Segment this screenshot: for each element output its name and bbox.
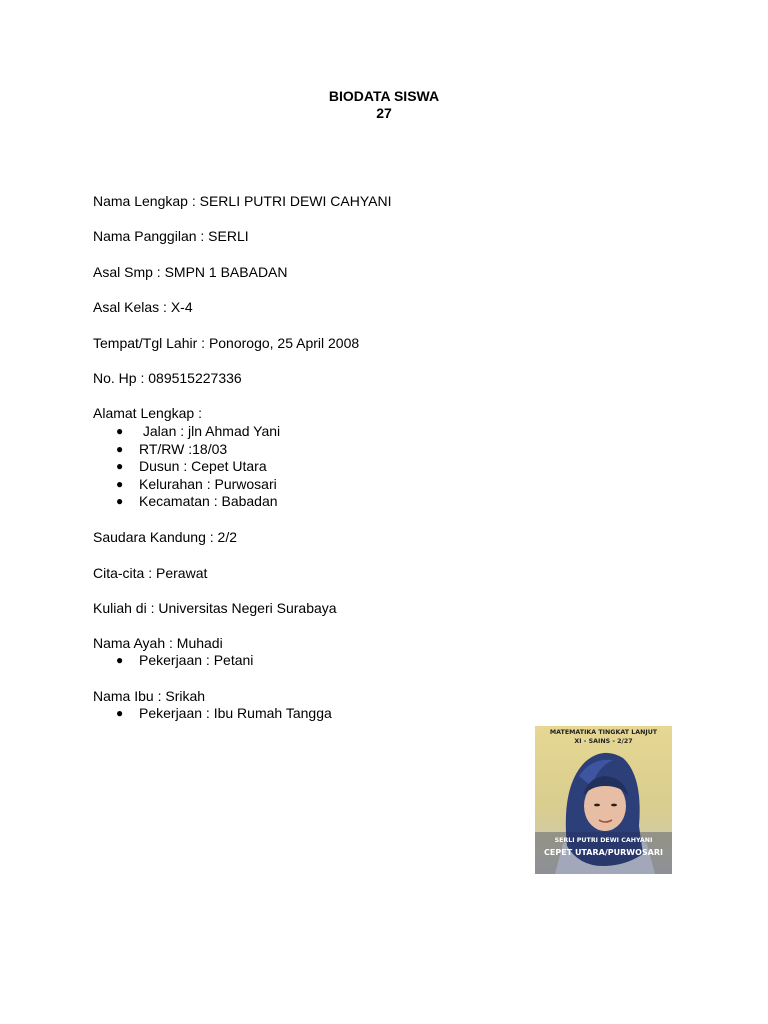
cita-cita: Cita-cita : Perawat — [93, 565, 208, 581]
pekerjaan-ayah: Pekerjaan : Petani — [139, 652, 254, 668]
bullet-icon: ● — [116, 494, 124, 509]
no-hp: No. Hp : 089515227336 — [93, 370, 242, 386]
alamat-kelurahan: Kelurahan : Purwosari — [139, 475, 277, 492]
photo-caption-class: XI - SAINS - 2/27 — [574, 738, 633, 745]
alamat-dusun: Dusun : Cepet Utara — [139, 458, 267, 475]
bullet-icon: ● — [116, 424, 124, 438]
document-number: 27 — [376, 105, 392, 121]
alamat-jalan: Jalan : jln Ahmad Yani — [139, 423, 281, 439]
photo-caption-place: CEPET UTARA/PURWOSARI — [544, 848, 663, 857]
bullet-icon: ● — [116, 459, 124, 474]
nama-lengkap: Nama Lengkap : SERLI PUTRI DEWI CAHYANI — [93, 193, 392, 209]
bullet-icon: ● — [116, 706, 124, 720]
nama-ibu: Nama Ibu : Srikah — [93, 688, 206, 704]
photo-caption-subject: MATEMATIKA TINGKAT LANJUT — [549, 729, 658, 736]
alamat-rt-rw: RT/RW :18/03 — [139, 440, 228, 457]
nama-panggilan: Nama Panggilan : SERLI — [93, 228, 249, 244]
bullet-icon: ● — [116, 441, 124, 456]
photo-caption-name: SERLI PUTRI DEWI CAHYANI — [554, 837, 653, 844]
student-photo — [535, 726, 672, 874]
saudara-kandung: Saudara Kandung : 2/2 — [93, 529, 238, 545]
alamat-label: Alamat Lengkap : — [93, 405, 202, 421]
pekerjaan-ibu: Pekerjaan : Ibu Rumah Tangga — [139, 705, 332, 721]
tempat-tgl-lahir: Tempat/Tgl Lahir : Ponorogo, 25 April 2008 — [93, 335, 360, 351]
alamat-kecamatan: Kecamatan : Babadan — [139, 493, 278, 510]
bullet-icon: ● — [116, 653, 124, 667]
kuliah: Kuliah di : Universitas Negeri Surabaya — [93, 600, 337, 616]
asal-kelas: Asal Kelas : X-4 — [93, 299, 193, 315]
nama-ayah: Nama Ayah : Muhadi — [93, 635, 223, 651]
document-title: BIODATA SISWA — [328, 88, 440, 104]
bullet-icon: ● — [116, 476, 124, 491]
asal-smp: Asal Smp : SMPN 1 BABADAN — [93, 264, 288, 280]
